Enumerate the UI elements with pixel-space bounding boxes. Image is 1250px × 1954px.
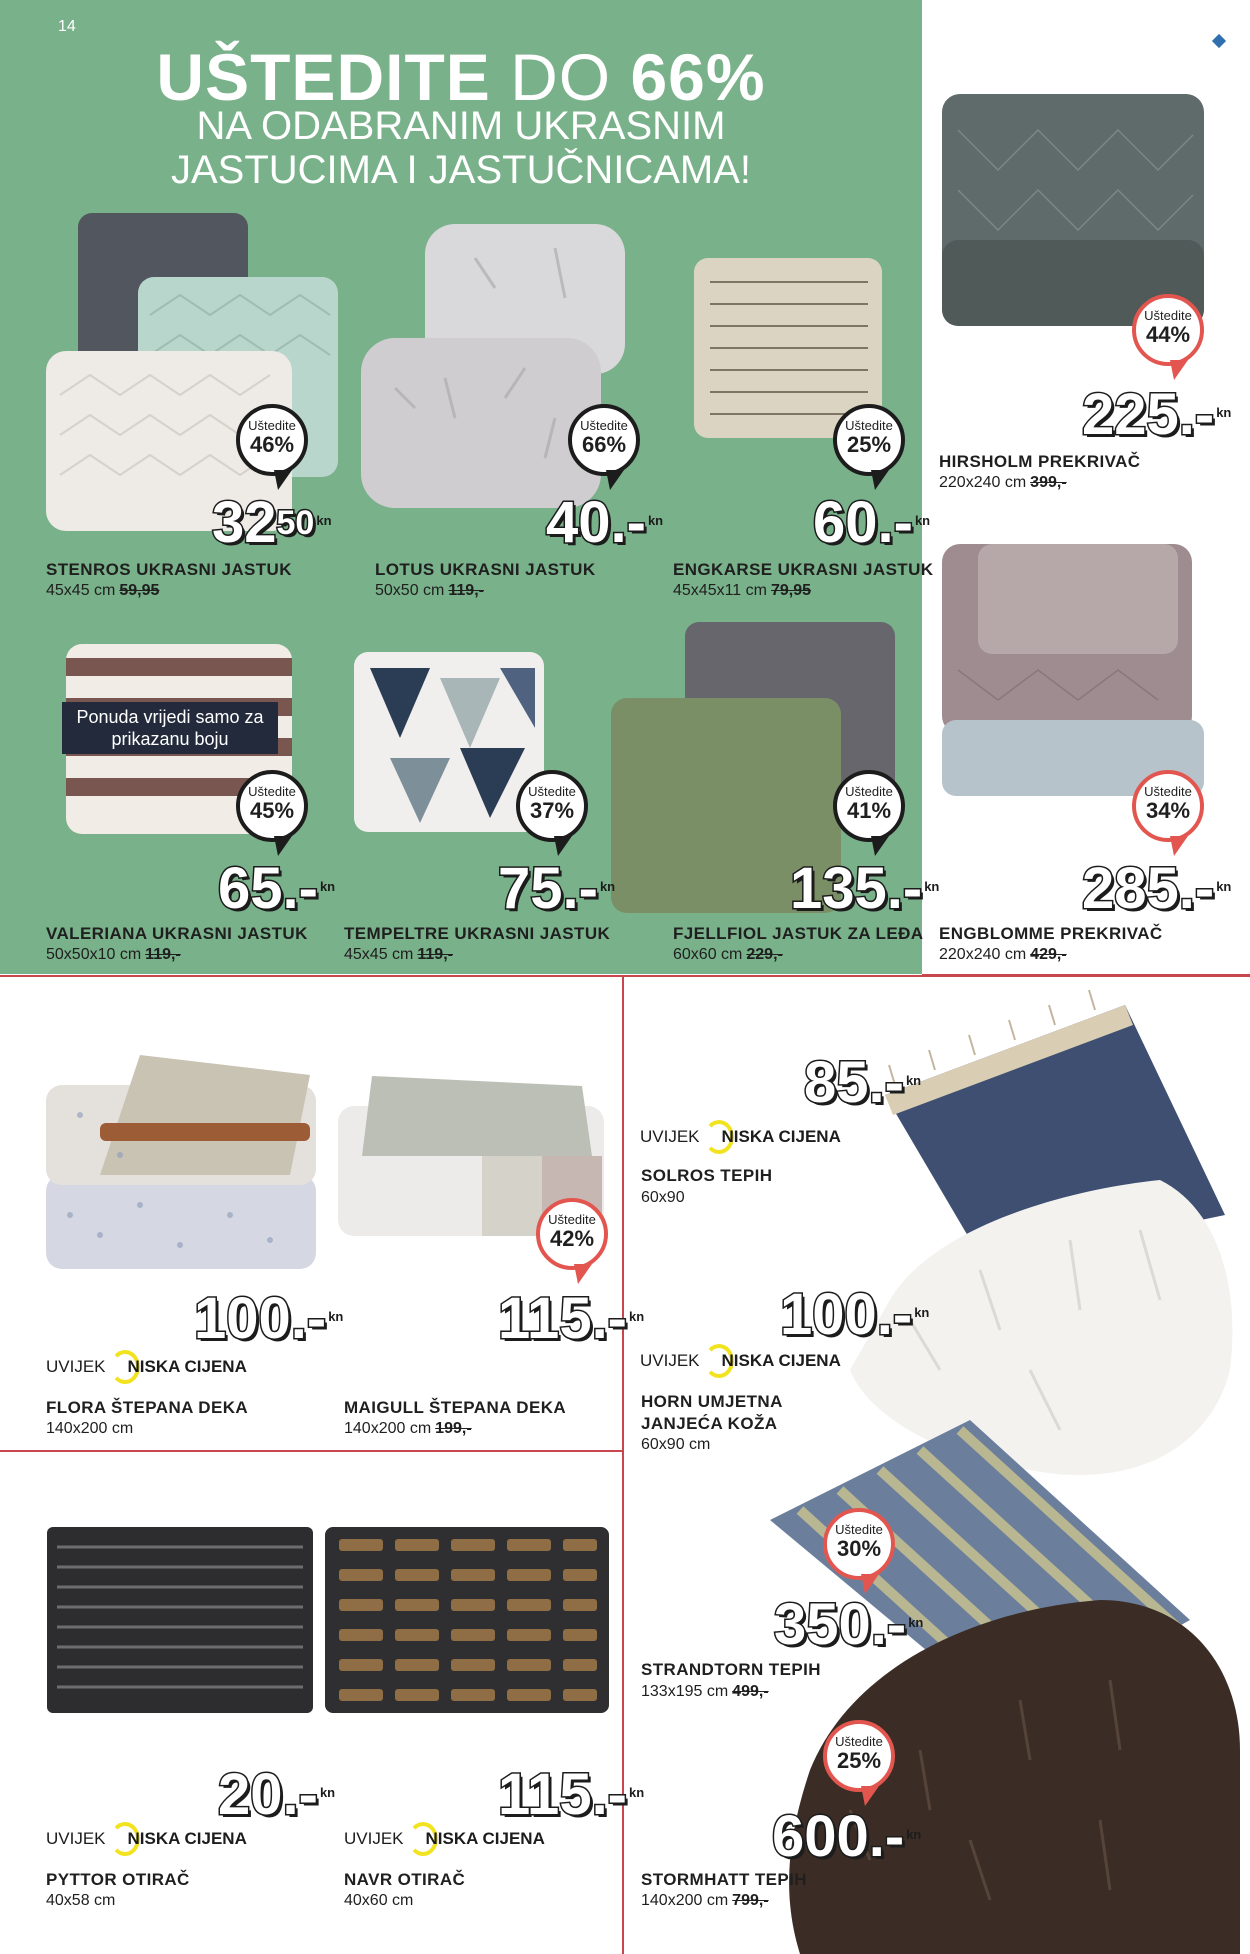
- solros-price: 85.- $^{kn}$: [804, 1050, 922, 1115]
- horn-price: 100.- $^{kn}$: [780, 1282, 930, 1347]
- pyttor-price: 20.- $^{kn}$: [218, 1762, 336, 1827]
- flora-low-price-label: UVIJEK NISKA CIJENA: [46, 1350, 247, 1384]
- page-number: 14: [58, 18, 76, 35]
- pyttor-title: PYTTOR OTIRAČ: [46, 1870, 190, 1889]
- navr-mat-image: [323, 1525, 611, 1715]
- engkarse-title: ENGKARSE UKRASNI JASTUK: [673, 560, 934, 579]
- horn-size: 60x90 cm: [641, 1436, 711, 1453]
- stormhatt-discount-badge: Uštedite 25%: [823, 1720, 895, 1792]
- valeriana-title: VALERIANA UKRASNI JASTUK: [46, 924, 308, 943]
- navr-title: NAVR OTIRAČ: [344, 1870, 466, 1889]
- fjellfiol-discount-badge: Uštedite 41%: [833, 770, 905, 842]
- hero-subheadline: NA ODABRANIM UKRASNIM JASTUCIMA I JASTUČNICAMA!: [170, 104, 752, 192]
- maigull-title: MAIGULL ŠTEPANA DEKA: [344, 1398, 567, 1417]
- fjellfiol-price: 135.- $^{kn}$: [790, 856, 940, 921]
- hirsholm-price: 225.- $^{kn}$: [1082, 382, 1232, 447]
- stenros-size: 45x45 cm 59,95: [46, 582, 160, 599]
- lotus-size: 50x50 cm 119,-: [375, 582, 484, 599]
- strandtorn-size: 133x195 cm 499,-: [641, 1683, 769, 1700]
- tempeltre-size: 45x45 cm 119,-: [344, 946, 453, 963]
- flora-quilt-image: [40, 1035, 330, 1275]
- pyttor-mat-image: [45, 1525, 315, 1715]
- lotus-title: LOTUS UKRASNI JASTUK: [375, 560, 596, 579]
- strandtorn-price: 350.- $^{kn}$: [774, 1592, 924, 1657]
- solros-size: 60x90: [641, 1189, 685, 1206]
- engkarse-price: 60.- $^{kn}$: [813, 490, 931, 555]
- tempeltre-title: TEMPELTRE UKRASNI JASTUK: [344, 924, 611, 943]
- maigull-size: 140x200 cm 199,-: [344, 1420, 472, 1437]
- maigull-price: 115.- $^{kn}$: [498, 1286, 645, 1351]
- hirsholm-title: HIRSHOLM PREKRIVAČ: [939, 452, 1141, 471]
- solros-low-price-label: UVIJEK NISKA CIJENA: [640, 1120, 841, 1154]
- horn-low-price-label: UVIJEK NISKA CIJENA: [640, 1344, 841, 1378]
- navr-size: 40x60 cm: [344, 1892, 414, 1909]
- pyttor-size: 40x58 cm: [46, 1892, 116, 1909]
- engblomme-bedspread-image: [938, 540, 1208, 800]
- color-offer-note: Ponuda vrijedi samo za prikazanu boju: [62, 702, 278, 754]
- stormhatt-title: STORMHATT TEPIH: [641, 1870, 807, 1889]
- stenros-price: $32^{50}$ $^{kn}$: [212, 490, 332, 555]
- divider-right-stub: [922, 974, 1250, 976]
- engkarse-size: 45x45x11 cm 79,95: [673, 582, 812, 599]
- engblomme-size: 220x240 cm 429,-: [939, 946, 1067, 963]
- pyttor-low-price-label: UVIJEK NISKA CIJENA: [46, 1822, 247, 1856]
- lotus-price: 40.- $^{kn}$: [546, 490, 664, 555]
- valeriana-price: 65.- $^{kn}$: [218, 856, 336, 921]
- hirsholm-size: 220x240 cm 399,-: [939, 474, 1067, 491]
- stenros-title: STENROS UKRASNI JASTUK: [46, 560, 292, 579]
- flora-title: FLORA ŠTEPANA DEKA: [46, 1398, 249, 1417]
- fjellfiol-title: FJELLFIOL JASTUK ZA LEĐA: [673, 924, 924, 943]
- engblomme-title: ENGBLOMME PREKRIVAČ: [939, 924, 1163, 943]
- engblomme-discount-badge: Uštedite 34%: [1132, 770, 1204, 842]
- hero-headline: UŠTEDITE DO 66%: [156, 40, 766, 114]
- flora-price: 100.- $^{kn}$: [194, 1286, 344, 1351]
- tempeltre-discount-badge: Uštedite 37%: [516, 770, 588, 842]
- horn-title-line1: HORN UMJETNA: [641, 1392, 783, 1411]
- engblomme-price: 285.- $^{kn}$: [1082, 856, 1232, 921]
- fjellfiol-size: 60x60 cm 229,-: [673, 946, 783, 963]
- navr-low-price-label: UVIJEK NISKA CIJENA: [344, 1822, 545, 1856]
- lotus-discount-badge: Uštedite 66%: [568, 404, 640, 476]
- engkarse-discount-badge: Uštedite 25%: [833, 404, 905, 476]
- brand-logo-icon: [1212, 34, 1226, 48]
- maigull-discount-badge: Uštedite 42%: [536, 1198, 608, 1270]
- valeriana-size: 50x50x10 cm 119,-: [46, 946, 181, 963]
- stormhatt-size: 140x200 cm 799,-: [641, 1892, 769, 1909]
- navr-price: 115.- $^{kn}$: [498, 1762, 645, 1827]
- tempeltre-price: 75.- $^{kn}$: [498, 856, 616, 921]
- horn-title-line2: JANJEĆA KOŽA: [641, 1414, 778, 1433]
- solros-title: SOLROS TEPIH: [641, 1166, 773, 1185]
- stenros-discount-badge: Uštedite 46%: [236, 404, 308, 476]
- divider-horizontal-left: [0, 1450, 622, 1452]
- hirsholm-discount-badge: Uštedite 44%: [1132, 294, 1204, 366]
- flora-size: 140x200 cm: [46, 1420, 134, 1437]
- strandtorn-title: STRANDTORN TEPIH: [641, 1660, 821, 1679]
- strandtorn-discount-badge: Uštedite 30%: [823, 1508, 895, 1580]
- stenros-cushion-image: [40, 205, 340, 535]
- valeriana-discount-badge: Uštedite 45%: [236, 770, 308, 842]
- stormhatt-price: 600.- $^{kn}$: [772, 1804, 922, 1869]
